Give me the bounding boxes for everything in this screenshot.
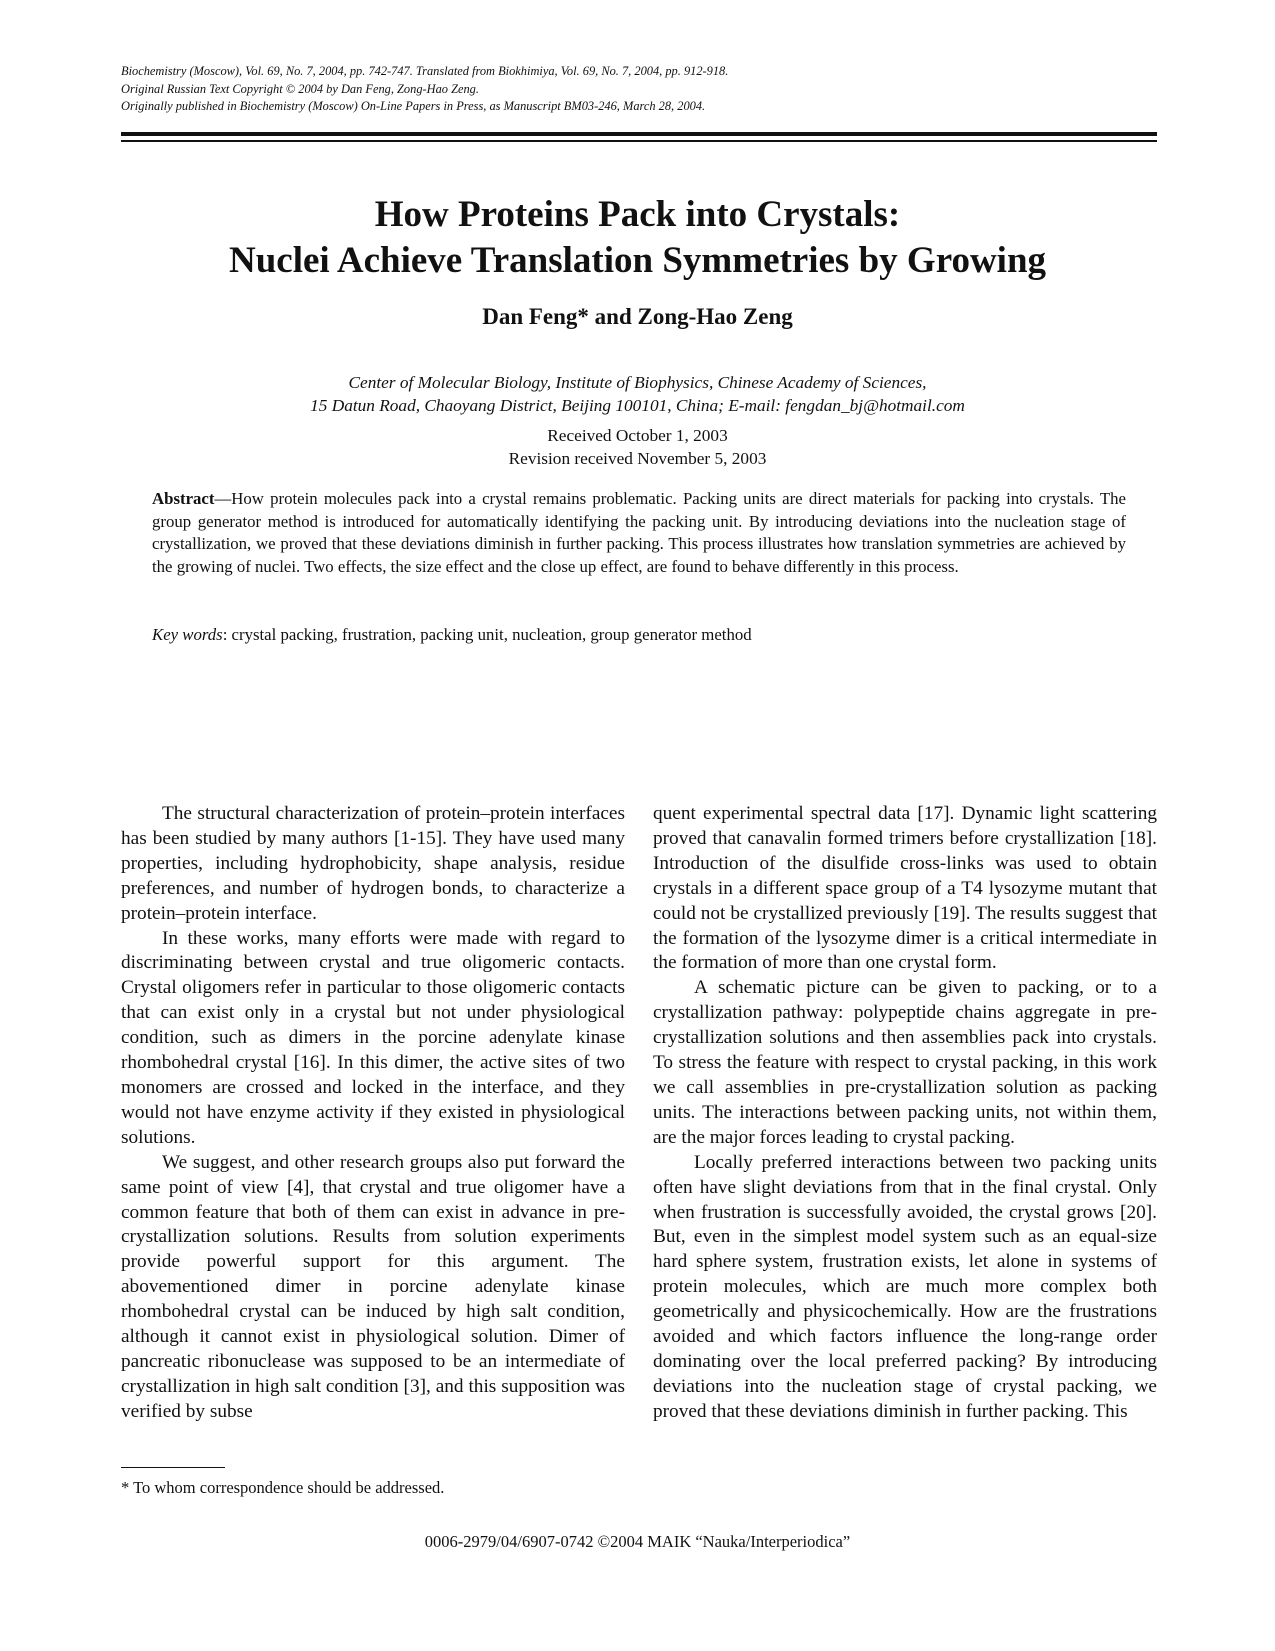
header-line-copyright: Original Russian Text Copyright © 2004 by Dan Feng, Zong-Hao Zeng. (121, 81, 479, 96)
paragraph: We suggest, and other research groups also put forward the same point of view [4], that crystal and true oligomer have a common feature that both of them can exist in advance in pre-crystallization solutions. Results from solution experiments provide powerful support for this argument. The abovementioned dimer in porcine adenylate kinase rhombohedral crystal can be induced by high salt condition, although it cannot exist in physiological solution. Dimer of pancreatic ribonuclease was supposed to be an intermediate of crystallization in high salt condition [3], and this supposition was verified by subse (121, 1151, 625, 1422)
header-line-publication: Originally published in Biochemistry (Moscow) On-Line Papers in Press, as Manuscript BM03-246, March 28, 2004. (121, 99, 706, 113)
keywords-text: : crystal packing, frustration, packing unit, nucleation, group generator method (222, 625, 752, 644)
paper-title (0, 192, 1275, 284)
paragraph-continued: quent experimental spectral data [17]. Dynamic light scattering proved that canavalin formed trimers before crystallization [18]. Introduction of the disulfide cross-links was used to obtain crystals in a different space group of a T4 lysozyme mutant that could not be crystallized previously [19]. The results suggest that the formation of the lysozyme dimer is a critical intermediate in the formation of more than one crystal form. (653, 803, 1157, 974)
body-column-right (653, 802, 1157, 1425)
footnote-rule (121, 1467, 225, 1468)
affiliation (0, 371, 1275, 417)
header-rule-thick (121, 132, 1157, 136)
header-rule-thin (121, 140, 1157, 142)
affiliation-line-2: 15 Datun Road, Chaoyang District, Beijing 100101, China; E-mail: fengdan_bj@hotmail.com (310, 396, 965, 415)
received-date: Received October 1, 2003 (547, 426, 728, 445)
page-footer: 0006-2979/04/6907-0742 ©2004 MAIK “Nauka/Interperiodica” (424, 1532, 851, 1551)
title-line-2: Nuclei Achieve Translation Symmetries by Growing (228, 240, 1047, 281)
paragraph: A schematic picture can be given to packing, or to a crystallization pathway: polypeptide chains aggregate in pre-crystallization solutions and then assemblies pack into crystals. To stress the feature with respect to crystal packing, in this work we call assemblies in pre-crystallization solution as packing units. The interactions between packing units, not within them, are the major forces leading to crystal packing. (653, 977, 1157, 1148)
paragraph: The structural characterization of protein–protein interfaces has been studied by many authors [1-15]. They have used many properties, including hydrophobicity, shape analysis, residue preferences, and number of hydrogen bonds, to characterize a protein–protein interface. (121, 803, 625, 924)
keywords (152, 624, 1126, 647)
affiliation-line-1: Center of Molecular Biology, Institute of Biophysics, Chinese Academy of Sciences, (348, 373, 927, 392)
authors: Dan Feng* and Zong-Hao Zeng (482, 304, 793, 329)
footnote: * To whom correspondence should be addressed. (121, 1478, 445, 1497)
abstract-text: —How protein molecules pack into a crystal remains problematic. Packing units are direct materials for packing into crystals. The group generator method is introduced for automatically identifying the packing unit. By introducing deviations into the nucleation stage of crystallization, we proved that these deviations diminish in further packing. This process illustrates how translation symmetries are achieved by the growing of nuclei. Two effects, the size effect and the close up effect, are found to behave differently in this process. (152, 489, 1126, 577)
abstract (152, 488, 1126, 579)
abstract-label: Abstract (152, 489, 215, 508)
title-line-1: How Proteins Pack into Crystals: (374, 194, 901, 235)
keywords-label: Key words (152, 625, 223, 644)
body-column-left (121, 802, 625, 1425)
dates (0, 424, 1275, 470)
header-line-citation: Biochemistry (Moscow), Vol. 69, No. 7, 2004, pp. 742-747. Translated from Biokhimiya, Vol. 69, No. 7, 2004, pp. 912-918. (121, 64, 729, 78)
revised-date: Revision received November 5, 2003 (508, 449, 767, 468)
paragraph: In these works, many efforts were made with regard to discriminating between crystal and true oligomeric contacts. Crystal oligomers refer in particular to those oligomeric contacts that can exist only in a crystal but not under physiological condition, such as dimers in the porcine adenylate kinase rhombohedral crystal [16]. In this dimer, the active sites of two monomers are crossed and locked in the interface, and they would not have enzyme activity if they existed in physiological solutions. (121, 927, 625, 1148)
journal-header (121, 63, 1161, 116)
paragraph: Locally preferred interactions between two packing units often have slight deviations from that in the final crystal. Only when frustration is successfully avoided, the crystal grows [20]. But, even in the simplest model system such as an equal-size hard sphere system, frustration exists, let alone in systems of protein molecules, which are much more complex both geometrically and physicochemically. How are the frustrations avoided and which factors influence the long-range order dominating over the local preferred packing? By introducing deviations into the nucleation stage of crystal packing, we proved that these deviations diminish in further packing. This (653, 1151, 1157, 1422)
